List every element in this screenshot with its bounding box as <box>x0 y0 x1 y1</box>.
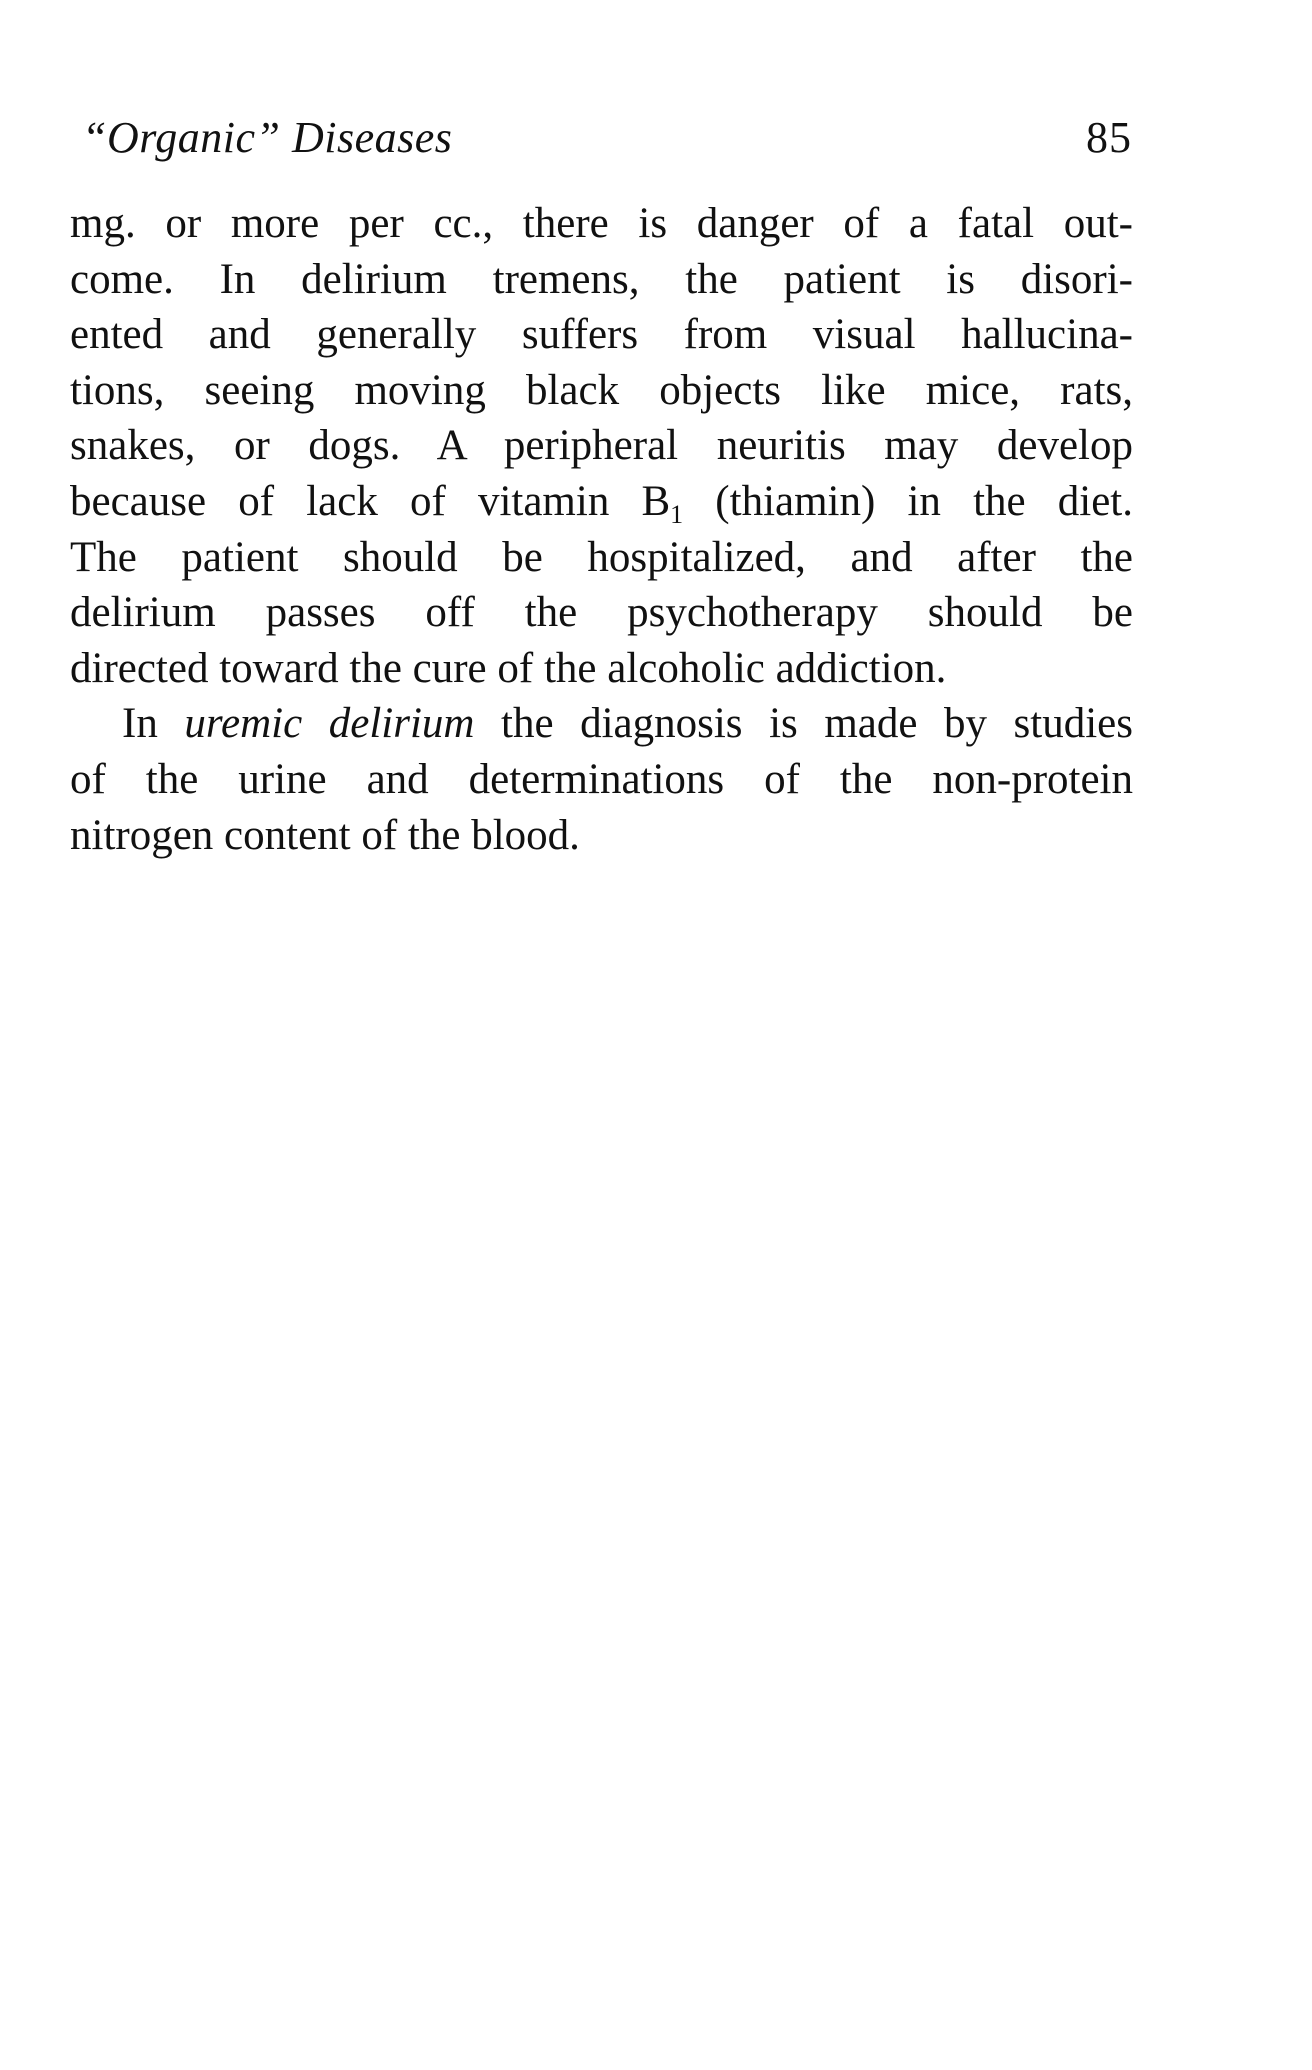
text-line <box>70 696 1133 752</box>
text-line: tions, seeing moving black objects like mice, rats, <box>70 366 1133 414</box>
paragraph-2 <box>70 696 1133 863</box>
body-text <box>70 196 1133 863</box>
text-line <box>70 474 1133 530</box>
running-title: “Organic” Diseases <box>82 113 453 162</box>
text-fragment: (thiamin) in the diet. <box>683 477 1133 525</box>
text-line: snakes, or dogs. A peripheral neuritis may develop <box>70 422 1133 470</box>
page-number: 85 <box>1086 113 1132 162</box>
text-line: The patient should be hospitalized, and after the <box>70 533 1133 581</box>
text-line: directed toward the cure of the alcoholic addiction. <box>70 644 947 692</box>
text-line: of the urine and determinations of the non-protein <box>70 755 1133 803</box>
paragraph-1 <box>70 196 1133 696</box>
text-fragment: the diagnosis is made by studies <box>474 700 1133 748</box>
text-line: nitrogen content of the blood. <box>70 811 580 859</box>
text-line: ented and generally suffers from visual hallucina- <box>70 311 1133 359</box>
italic-term: uremic delirium <box>184 700 475 748</box>
running-head <box>82 112 1132 172</box>
text-fragment: because of lack of vitamin B <box>70 477 671 525</box>
text-line: come. In delirium tremens, the patient is disori- <box>70 255 1133 303</box>
text-line: mg. or more per cc., there is danger of a fatal out- <box>70 200 1133 247</box>
text-line: delirium passes off the psychotherapy should be <box>70 589 1133 637</box>
text-fragment: In <box>122 700 185 748</box>
subscript: 1 <box>670 499 684 529</box>
